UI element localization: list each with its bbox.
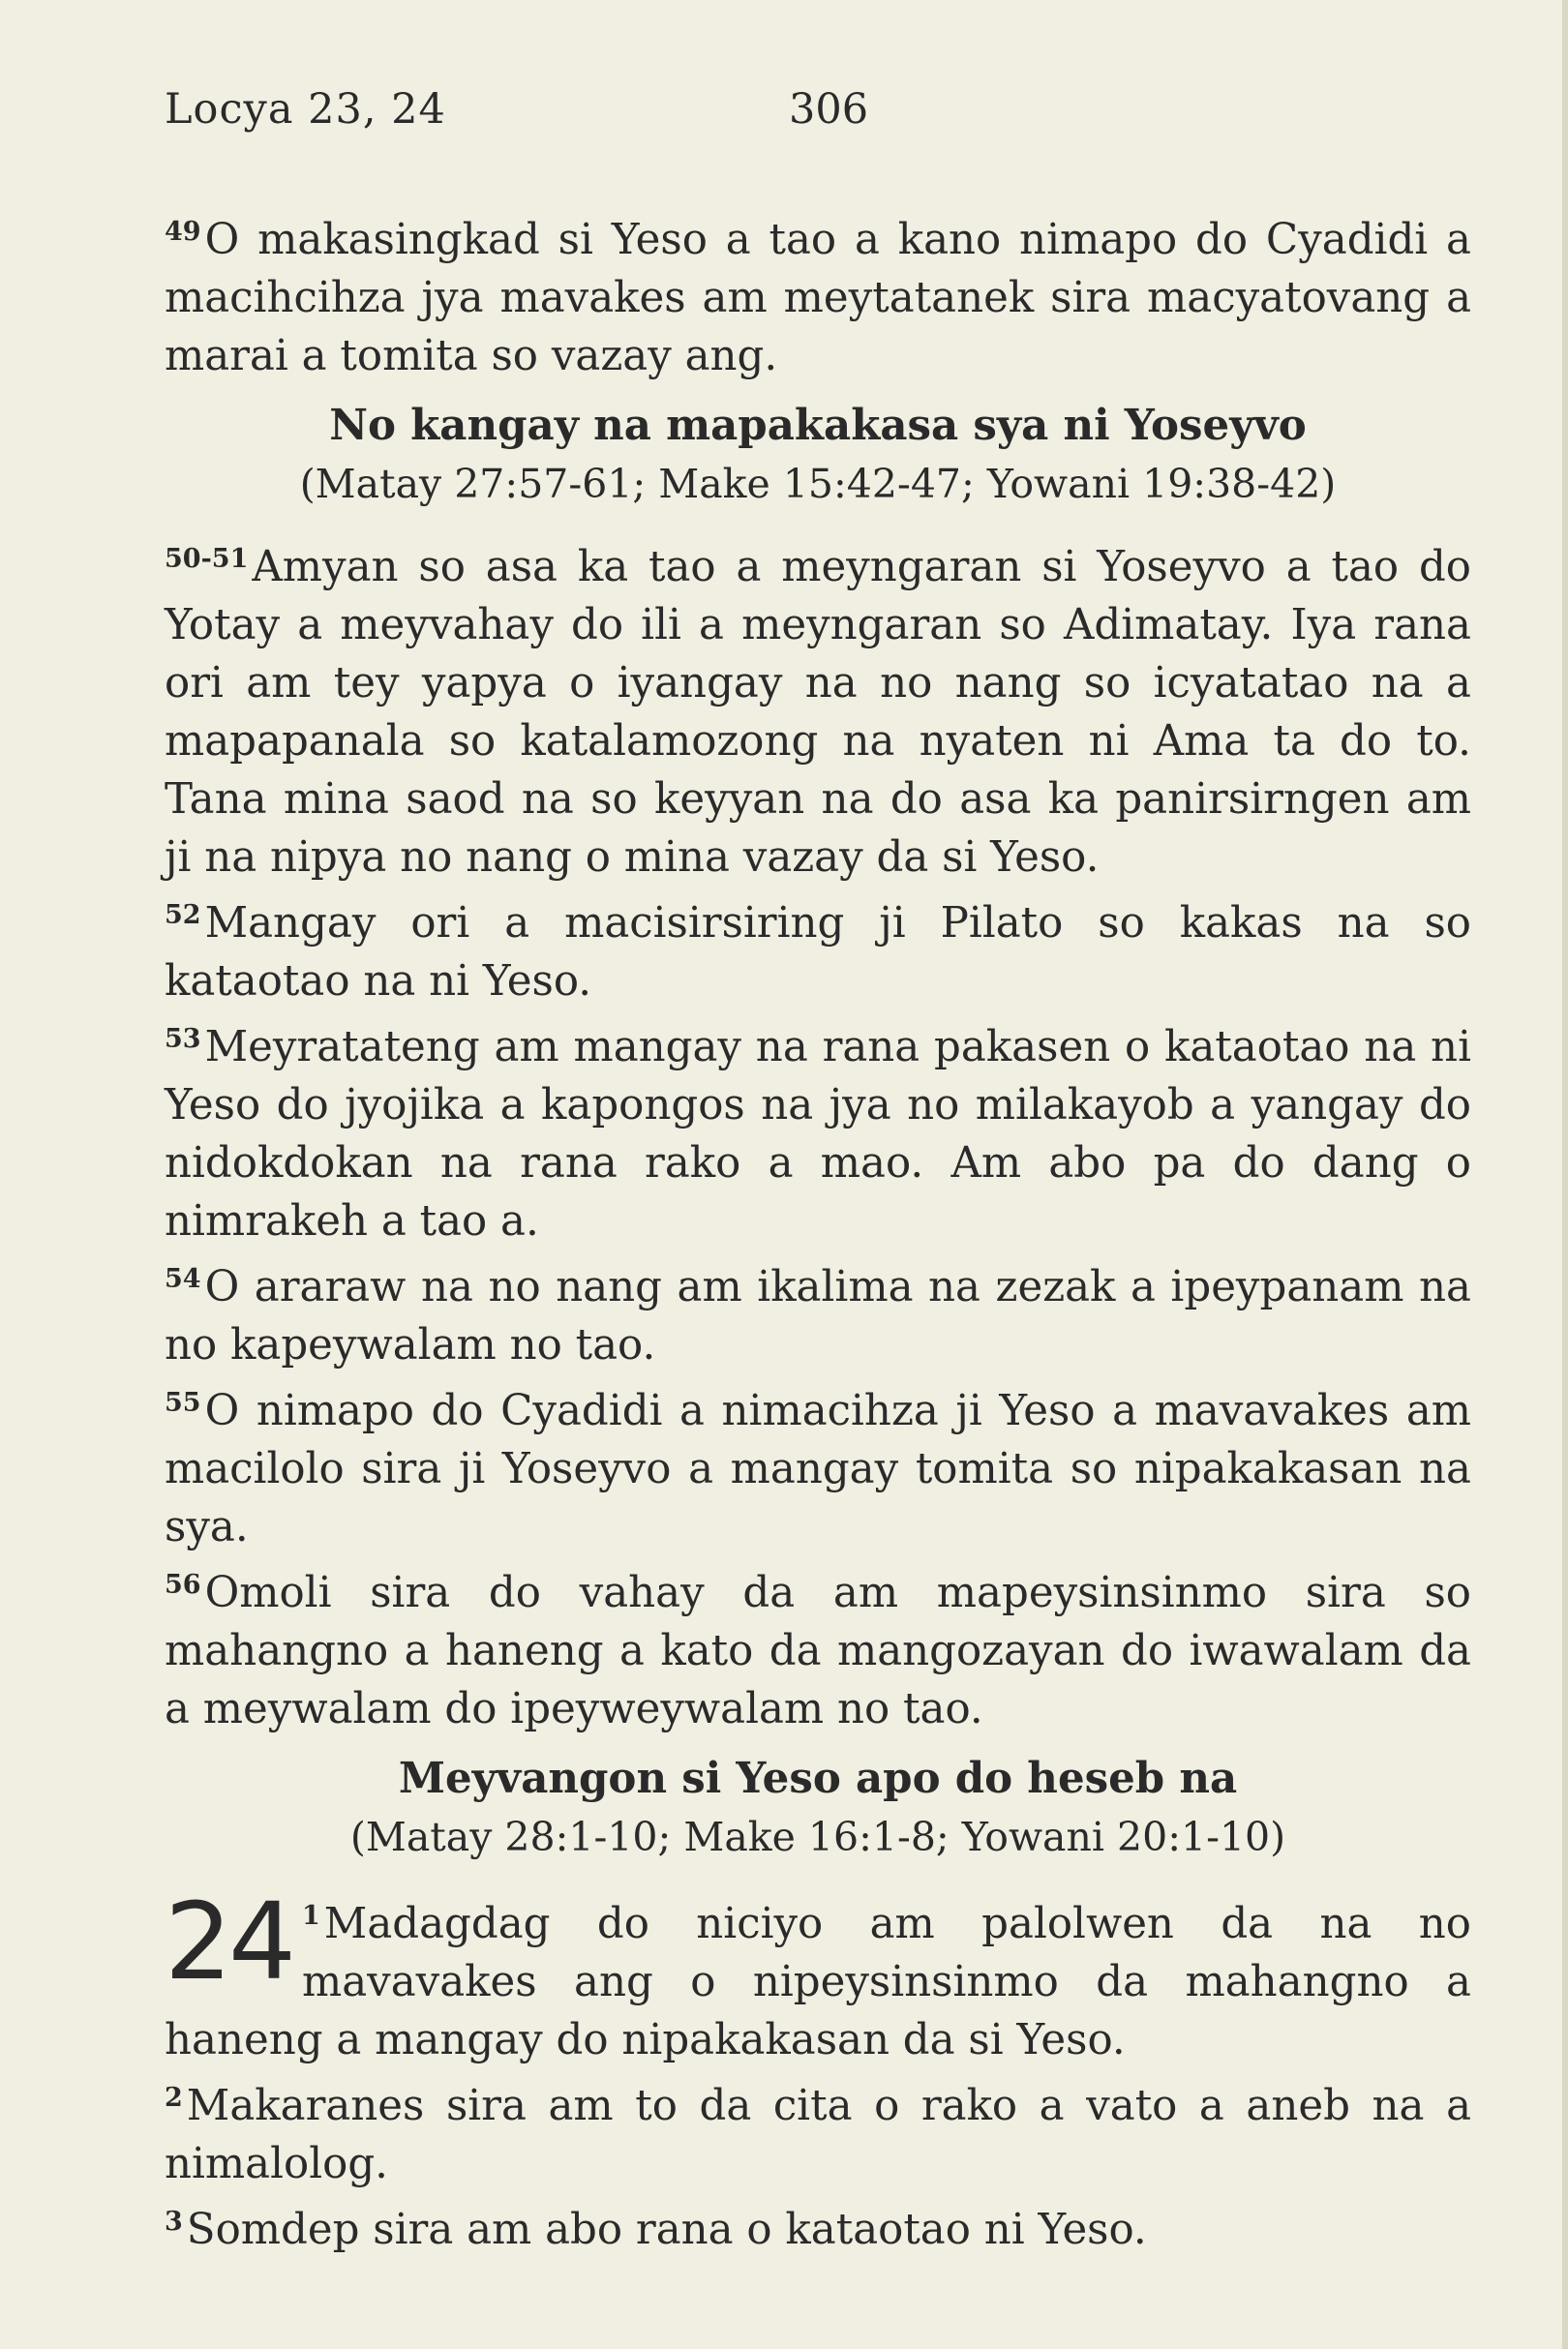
verse: [165, 1374, 1471, 1556]
verse-number: 1: [301, 1901, 320, 1931]
verse: [165, 1880, 1471, 2069]
verse: [165, 887, 1471, 1010]
chapter-start: [165, 1880, 1471, 2259]
verse: [165, 2069, 1471, 2193]
chapter-number: 24: [165, 1880, 292, 2003]
verse-number: 52: [165, 900, 201, 930]
verse-number: 50-51: [165, 544, 249, 574]
verse-text: O makasingkad si Yeso a tao a kano nimapo do Cyadidi a macihcihza jya mavakes am meytatanek sira macyatovang a marai a tomita so vazay ang.: [165, 216, 1471, 380]
verse-number: 53: [165, 1024, 201, 1054]
verse-number: 3: [165, 2207, 183, 2237]
verse-text: O nimapo do Cyadidi a nimacihza ji Yeso a mavavakes am macilolo sira ji Yoseyvo a mangay tomita so nipakakasan na sya.: [165, 1387, 1471, 1551]
verse-text: Somdep sira am abo rana o kataotao ni Yeso.: [186, 2206, 1147, 2254]
verse: [165, 530, 1471, 887]
verse-text: Madagdag do niciyo am palolwen da na no mavavakes ang o nipeysinsinmo da mahangno a haneng a mangay do nipakakasan da si Yeso.: [165, 1900, 1471, 2064]
page-body: [165, 203, 1471, 2259]
verse-text: O araraw na no nang am ikalima na zezak a ipeypanam na no kapeywalam no tao.: [165, 1263, 1471, 1370]
page-edge: [1562, 0, 1568, 2349]
verse-text: Mangay ori a macisirsiring ji Pilato so kakas na so kataotao na ni Yeso.: [165, 899, 1471, 1006]
cross-reference: (Matay 27:57-61; Make 15:42-47; Yowani 19:38-42): [299, 461, 1337, 507]
verse-number: 56: [165, 1570, 201, 1600]
verse-text: Amyan so asa ka tao a meyngaran si Yoseyvo a tao do Yotay a meyvahay do ili a meyngaran so Adimatay. Iya rana ori am tey yapya o iyangay na no nang so icyatatao na a mapapanala so katalamozong na nyaten ni Ama ta do to. Tana mina saod na so keyyan na do asa ka panirsirngen am ji na nipya no nang o mina vazay da si Yeso.: [165, 543, 1471, 882]
verse-number: 49: [165, 217, 201, 247]
verse-number: 2: [165, 2083, 183, 2113]
verse-text: Omoli sira do vahay da am mapeysinsinmo sira so mahangno a haneng a kato da mangozayan do iwawalam da a meywalam do ipeyweywalam no tao.: [165, 1569, 1471, 1733]
verse: [165, 203, 1471, 385]
verse: [165, 1250, 1471, 1374]
verse-text: Meyratateng am mangay na rana pakasen o kataotao na ni Yeso do jyojika a kapongos na jya no milakayob a yangay do nidokdokan na rana rako a mao. Am abo pa do dang o nimrakeh a tao a.: [165, 1023, 1471, 1246]
cross-reference: (Matay 28:1-10; Make 16:1-8; Yowani 20:1-10): [349, 1814, 1286, 1860]
page-header: [165, 85, 1481, 143]
section-heading: Meyvangon si Yeso apo do heseb na: [398, 1754, 1238, 1803]
book-reference: Locya 23, 24: [165, 85, 446, 134]
verse: [165, 2193, 1471, 2259]
verse: [165, 1556, 1471, 1738]
verse-number: 54: [165, 1264, 201, 1294]
section-heading: No kangay na mapakakasa sya ni Yoseyvo: [329, 401, 1307, 450]
verse-text: Makaranes sira am to da cita o rako a vato a aneb na a nimalolog.: [165, 2082, 1471, 2188]
verse: [165, 1010, 1471, 1250]
page-number: 306: [789, 85, 869, 134]
verse-number: 55: [165, 1388, 201, 1418]
